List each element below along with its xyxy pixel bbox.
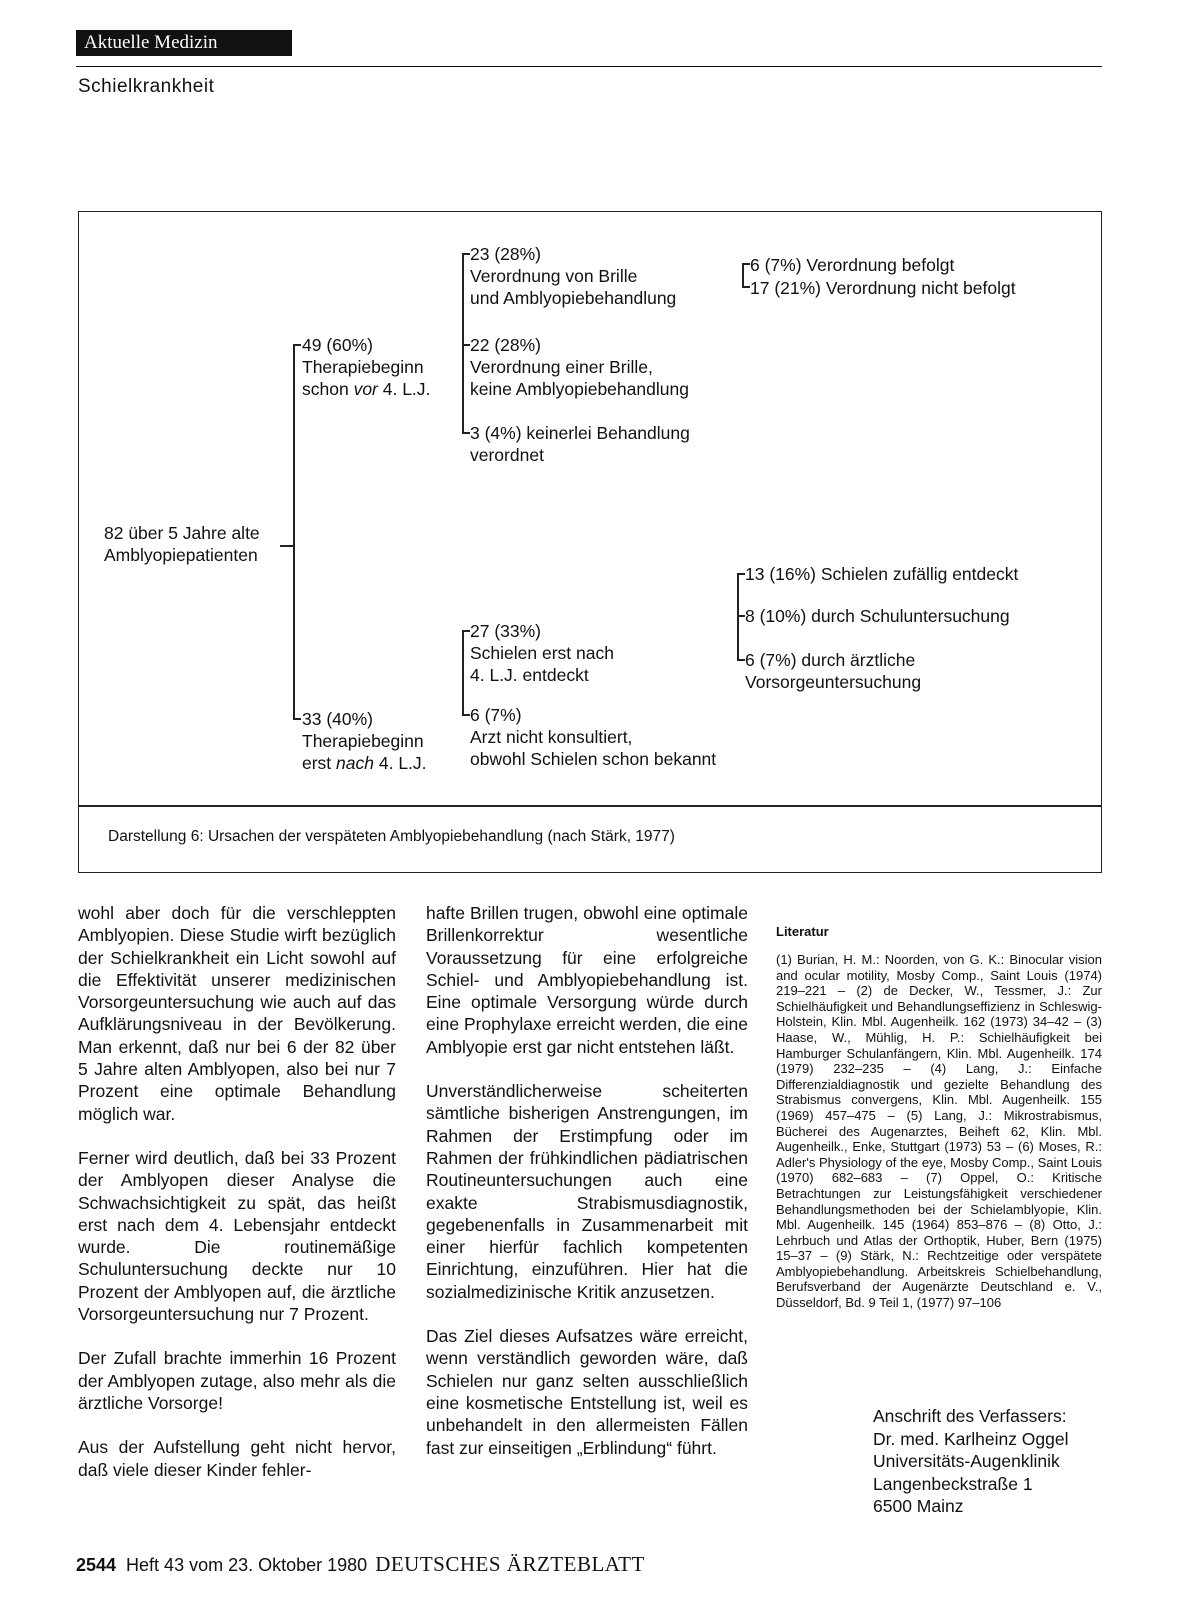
literature-heading: Literatur [776,924,829,939]
branch-before-4: 49 (60%) Therapiebeginn schon vor 4. L.J. [302,335,431,399]
branch-doctor-not-consulted: 6 (7%) Arzt nicht konsultiert, obwohl Schielen schon bekannt [470,705,717,769]
paragraph: Das Ziel dieses Aufsatzes wäre erreicht, wenn verständlich geworden wäre, daß Schielen nur ganz selten ausschließlich eine kosmetische Entstellung ist, weil es unbehandelt in den allermeisten Fällen fast zur einseitigen „Erblindung“ führt. [426,1326,748,1458]
body-column-1 [78,902,396,1503]
branch-no-treatment: 3 (4%) keinerlei Behandlung verordnet [470,423,690,465]
branch-late-detected: 27 (33%) Schielen erst nach 4. L.J. entdeckt [470,621,614,685]
paragraph: wohl aber doch für die verschleppten Amblyopien. Diese Studie wirft bezüglich der Schielkrankheit ein Licht sowohl auf die Effektivität unserer medizinischen Vorsorgeuntersuchung wie auch auf das Aufklärungsniveau in der Bevölkerung. Man erkennt, daß nur bei 6 der 82 über 5 Jahre alten Amblyopen, also bei nur 7 Prozent eine optimale Behandlung möglich war. [78,903,396,1124]
paragraph: hafte Brillen trugen, obwohl eine optimale Brillenkorrektur wesentliche Voraussetzung für eine erfolgreiche Schiel- und Amblyopiebehandlung ist. Eine optimale Versorgung würde durch eine Prophylaxe erreicht werden, die eine Amblyopie erst gar nicht entstehen läßt. [426,903,748,1057]
detected-by-school-exam: 8 (10%) durch Schuluntersuchung [745,606,1010,626]
issue-info: Heft 43 vom 23. Oktober 1980 [126,1555,368,1575]
tree-line [742,263,750,265]
tree-line [293,344,295,718]
tree-line [280,545,294,547]
tree-root: 82 über 5 Jahre alte Amblyopiepatienten [104,523,260,565]
page-number: 2544 [76,1555,117,1575]
tree-line [742,263,744,286]
branch-after-4: 33 (40%) Therapiebeginn erst nach 4. L.J. [302,709,427,773]
tree-line [737,573,745,575]
branch-glasses-and-therapy: 23 (28%) Verordnung von Brille und Amblyopiebehandlung [470,244,677,308]
body-column-2 [426,902,748,1481]
tree-line [737,659,745,661]
paragraph: Ferner wird deutlich, daß bei 33 Prozent der Amblyopen dieser Analyse die Schwachsichtigkeit zu spät, das heißt erst nach dem 4. Lebensjahr entdeckt wurde. Die routinemäßige Schuluntersuchung deckte nur 10 Prozent der Amblyopen auf, die ärztliche Vorsorgeuntersuchung nur 7 Prozent. [78,1147,396,1325]
detected-by-chance: 13 (16%) Schielen zufällig entdeckt [745,564,1019,584]
paragraph: Der Zufall brachte immerhin 16 Prozent der Amblyopen zutage, also mehr als die ärztliche Vorsorge! [78,1348,396,1413]
section-badge: Aktuelle Medizin [76,30,292,56]
detected-by-doctor: 6 (7%) durch ärztliche Vorsorgeuntersuchung [745,650,922,692]
tree-line [462,432,470,434]
tree-line [462,253,464,433]
figure-caption-divider [78,805,1102,807]
magazine-name: DEUTSCHES ÄRZTEBLATT [375,1552,645,1576]
section-title: Schielkrankheit [78,76,215,97]
tree-line [737,615,745,617]
tree-line [293,344,301,346]
tree-line [742,286,750,288]
prescription-followed: 6 (7%) Verordnung befolgt [750,255,955,275]
tree-line [462,630,470,632]
tree-line [462,630,464,715]
header-rule [76,66,1102,67]
prescription-not-followed: 17 (21%) Verordnung nicht befolgt [750,278,1016,298]
paragraph: Unverständlicherweise scheiterten sämtliche bisherigen Anstrengungen, im Rahmen der Erstimpfung oder im Rahmen der frühkindlichen pädiatrischen Routineuntersuchungen auch eine exakte Strabismusdiagnostik, gegebenenfalls in Zusammenarbeit mit einer hierfür fachlich kompetenten Einrichtung, einzuführen. Hier hat die sozialmedizinische Kritik anzusetzen. [426,1081,748,1302]
literature-list: (1) Burian, H. M.: Noorden, von G. K.: Binocular vision and ocular motility, Mosby Comp., Saint Louis (1974) 219–221 – (2) de Decker, W., Tessmer, J.: Zur Schielhäufigkeit und Behandlungseffizienz in Schleswig-Holstein, Klin. Mbl. Augenheilk. 162 (1973) 34–42 – (3) Haase, W., Mühlig, H. P.: Schielhäufigkeit bei Hamburger Schulanfängern, Klin. Mbl. Augenheilk. 174 (1979) 232–235 – (4) Lang, J.: Einfache Differenzialdiagnostik und gezielte Behandlung des Strabismus convergens, Klin. Mbl. Augenheilk. 155 (1969) 457–475 – (5) Lang, J.: Mikrostrabismus, Bücherei des Augenarztes, Beiheft 62, Klin. Mbl. Augenheilk., Enke, Stuttgart (1973) 53 – (6) Moses, R.: Adler's Physiology of the eye, Mosby Comp., Saint Louis (1970) 682–683 – (7) Oppel, O.: Kritische Betrachtungen zur Leistungsfähigkeit verschiedener Behandlungsmethoden bei der Schielamblyopie, Klin. Mbl. Augenheilk. 145 (1964) 853–876 – (8) Otto, J.: Lehrbuch und Atlas der Orthoptik, Huber, Bern (1975) 15–37 – (9) Stärk, N.: Rechtzeitige oder verspätete Amblyopiebehandlung. Arbeitskreis Schielbehandlung, Berufsverband der Augenärzte Deutschland e. V., Düsseldorf, Bd. 9 Teil 1, (1977) 97–106 [776,952,1102,1311]
tree-line [462,714,470,716]
page-footer [76,1552,645,1577]
branch-glasses-only: 22 (28%) Verordnung einer Brille, keine Amblyopiebehandlung [470,335,689,399]
author-address: Anschrift des Verfassers: Dr. med. Karlheinz Oggel Universitäts-Augenklinik Langenbeckstraße 1 6500 Mainz [873,1406,1069,1516]
tree-line [462,253,470,255]
tree-line [462,344,470,346]
figure-caption: Darstellung 6: Ursachen der verspäteten Amblyopiebehandlung (nach Stärk, 1977) [108,828,675,845]
tree-line [293,718,301,720]
paragraph: Aus der Aufstellung geht nicht hervor, daß viele dieser Kinder fehler- [78,1437,396,1480]
